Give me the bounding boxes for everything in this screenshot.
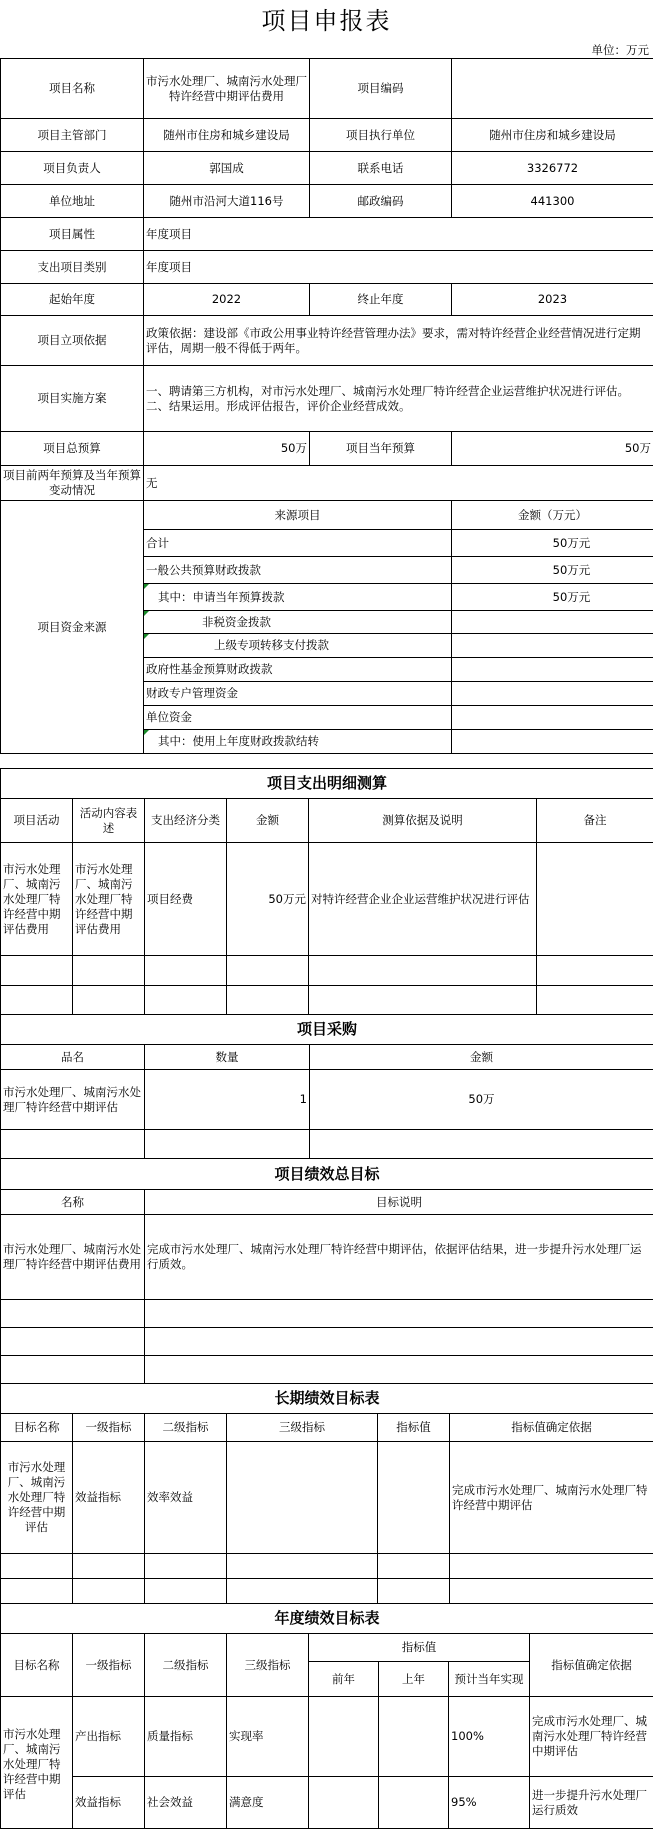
project-code-value	[452, 59, 653, 119]
expense-header: 项目活动	[1, 799, 73, 843]
annual-lvl1: 效益指标	[73, 1777, 145, 1829]
longterm-header: 三级指标	[227, 1414, 378, 1442]
plan-line-2: 二、结果运用。形成评估报告，评价企业经营成效。	[146, 398, 411, 413]
expense-header: 支出经济分类	[145, 799, 227, 843]
plan-value	[144, 366, 653, 432]
leader-value: 郭国成	[144, 152, 310, 185]
funding-row-amount	[452, 706, 653, 730]
budget-value: 50万	[144, 432, 310, 466]
longterm-table	[0, 1383, 653, 1604]
funding-col-amount: 金额（万元）	[452, 501, 653, 530]
cur-budget-value: 50万	[452, 432, 653, 466]
annual-prev2	[309, 1777, 379, 1829]
procurement-table	[0, 1014, 653, 1159]
annual-header: 一级指标	[73, 1634, 145, 1697]
expense-content: 市污水处理厂、城南污水处理厂特许经营中期评估费用	[73, 843, 145, 956]
phone-label: 联系电话	[310, 152, 452, 185]
annual-lvl3: 满意度	[227, 1777, 309, 1829]
procurement-header: 数量	[145, 1045, 310, 1070]
annual-lvl2: 社会效益	[145, 1777, 227, 1829]
expense-heading: 项目支出明细测算	[1, 769, 653, 799]
exec-label: 项目执行单位	[310, 119, 452, 152]
expense-table	[0, 768, 653, 1015]
procurement-header: 金额	[310, 1045, 653, 1070]
type-value: 年度项目	[144, 251, 653, 284]
annual-header: 指标值确定依据	[530, 1634, 653, 1697]
prev-value: 无	[144, 466, 653, 501]
longterm-value	[378, 1442, 450, 1554]
page-title: 项目申报表	[261, 7, 392, 35]
expense-header: 活动内容表述	[73, 799, 145, 843]
funding-row-name: 合计	[144, 530, 452, 557]
addr-value: 随州市沿河大道116号	[144, 185, 310, 218]
plan-label: 项目实施方案	[1, 366, 144, 432]
longterm-header: 二级指标	[145, 1414, 227, 1442]
project-name-label: 项目名称	[1, 59, 144, 119]
start-label: 起始年度	[1, 284, 144, 316]
phone-value: 3326772	[452, 152, 653, 185]
annual-prev1	[379, 1697, 449, 1777]
funding-row-name: 其中：使用上年度财政拨款结转	[144, 730, 452, 754]
basis-value: 政策依据：建设部《市政公用事业特许经营管理办法》要求，需对特许经营企业经营情况进行定期评估，周期一般不得低于两年。	[144, 316, 653, 366]
longterm-header: 指标值	[378, 1414, 450, 1442]
start-value: 2022	[144, 284, 310, 316]
funding-row-amount	[452, 658, 653, 682]
expense-category: 项目经费	[145, 843, 227, 956]
performance-name: 市污水处理厂、城南污水处理厂特许经营中期评估费用	[1, 1215, 145, 1300]
funding-col-source: 来源项目	[144, 501, 452, 530]
longterm-lvl1: 效益指标	[73, 1442, 145, 1554]
longterm-header: 一级指标	[73, 1414, 145, 1442]
funding-row-amount	[452, 611, 653, 634]
attr-value: 年度项目	[144, 218, 653, 251]
annual-table	[0, 1603, 653, 1829]
annual-cur: 95%	[449, 1777, 530, 1829]
longterm-lvl3	[227, 1442, 378, 1554]
end-label: 终止年度	[310, 284, 452, 316]
funding-row-amount: 50万元	[452, 530, 653, 557]
expense-header: 金额	[227, 799, 309, 843]
zip-value: 441300	[452, 185, 653, 218]
annual-header: 目标名称	[1, 1634, 73, 1697]
annual-basis: 进一步提升污水处理厂运行质效	[530, 1777, 653, 1829]
type-label: 支出项目类别	[1, 251, 144, 284]
longterm-header: 指标值确定依据	[450, 1414, 653, 1442]
addr-label: 单位地址	[1, 185, 144, 218]
funding-row-amount: 50万元	[452, 584, 653, 611]
expense-header: 备注	[537, 799, 653, 843]
annual-cur: 100%	[449, 1697, 530, 1777]
annual-heading: 年度绩效目标表	[1, 1604, 653, 1634]
expense-basis: 对特许经营企业企业运营维护状况进行评估	[309, 843, 537, 956]
performance-heading: 项目绩效总目标	[1, 1159, 653, 1190]
annual-subheader: 预计当年实现	[449, 1662, 530, 1697]
funding-label: 项目资金来源	[1, 501, 144, 754]
attr-label: 项目属性	[1, 218, 144, 251]
annual-basis: 完成市污水处理厂、城南污水处理厂特许经营中期评估	[530, 1697, 653, 1777]
performance-table	[0, 1158, 653, 1384]
funding-row-amount	[452, 682, 653, 706]
end-value: 2023	[452, 284, 653, 316]
plan-line-1: 一、聘请第三方机构，对市污水处理厂、城南污水处理厂特许经营企业运营维护状况进行评估。	[146, 383, 629, 398]
performance-header: 名称	[1, 1190, 145, 1215]
zip-label: 邮政编码	[310, 185, 452, 218]
performance-desc: 完成市污水处理厂、城南污水处理厂特许经营中期评估，依据评估结果，进一步提升污水处理厂运行质效。	[145, 1215, 653, 1300]
funding-row-name: 上级专项转移支付拨款	[144, 634, 452, 658]
project-code-label: 项目编码	[310, 59, 452, 119]
annual-prev2	[309, 1697, 379, 1777]
funding-row-amount	[452, 634, 653, 658]
longterm-heading: 长期绩效目标表	[1, 1384, 653, 1414]
annual-subheader: 上年	[379, 1662, 449, 1697]
expense-activity: 市污水处理厂、城南污水处理厂特许经营中期评估费用	[1, 843, 73, 956]
funding-row-amount: 50万元	[452, 557, 653, 584]
annual-prev1	[379, 1777, 449, 1829]
funding-row-name: 政府性基金预算财政拨款	[144, 658, 452, 682]
annual-header: 三级指标	[227, 1634, 309, 1697]
procurement-amount: 50万	[310, 1070, 653, 1130]
project-name-value: 市污水处理厂、城南污水处理厂特许经营中期评估费用	[144, 59, 310, 119]
basic-info-table	[0, 58, 653, 754]
annual-lvl3: 实现率	[227, 1697, 309, 1777]
annual-header: 二级指标	[145, 1634, 227, 1697]
annual-name: 市污水处理厂、城南污水处理厂特许经营中期评估	[1, 1697, 73, 1829]
funding-row-name: 其中：申请当年预算拨款	[144, 584, 452, 611]
performance-header: 目标说明	[145, 1190, 653, 1215]
longterm-lvl2: 效率效益	[145, 1442, 227, 1554]
longterm-basis: 完成市污水处理厂、城南污水处理厂特许经营中期评估	[450, 1442, 653, 1554]
funding-row-name: 非税资金拨款	[144, 611, 452, 634]
funding-row-name: 一般公共预算财政拨款	[144, 557, 452, 584]
procurement-header: 品名	[1, 1045, 145, 1070]
annual-lvl1: 产出指标	[73, 1697, 145, 1777]
dept-label: 项目主管部门	[1, 119, 144, 152]
cur-budget-label: 项目当年预算	[310, 432, 452, 466]
expense-amount: 50万元	[227, 843, 309, 956]
longterm-header: 目标名称	[1, 1414, 73, 1442]
annual-header: 指标值	[309, 1634, 530, 1662]
longterm-name: 市污水处理厂、城南污水处理厂特许经营中期评估	[1, 1442, 73, 1554]
annual-subheader: 前年	[309, 1662, 379, 1697]
basis-label: 项目立项依据	[1, 316, 144, 366]
procurement-name: 市污水处理厂、城南污水处理厂特许经营中期评估	[1, 1070, 145, 1130]
expense-header: 测算依据及说明	[309, 799, 537, 843]
prev-label: 项目前两年预算及当年预算变动情况	[1, 466, 144, 501]
exec-value: 随州市住房和城乡建设局	[452, 119, 653, 152]
annual-lvl2: 质量指标	[145, 1697, 227, 1777]
leader-label: 项目负责人	[1, 152, 144, 185]
funding-row-name: 财政专户管理资金	[144, 682, 452, 706]
expense-note	[537, 843, 653, 956]
funding-row-amount	[452, 730, 653, 754]
dept-value: 随州市住房和城乡建设局	[144, 119, 310, 152]
procurement-qty: 1	[145, 1070, 310, 1130]
funding-row-name: 单位资金	[144, 706, 452, 730]
budget-label: 项目总预算	[1, 432, 144, 466]
unit-label: 单位：万元	[591, 43, 649, 57]
procurement-heading: 项目采购	[1, 1015, 653, 1045]
